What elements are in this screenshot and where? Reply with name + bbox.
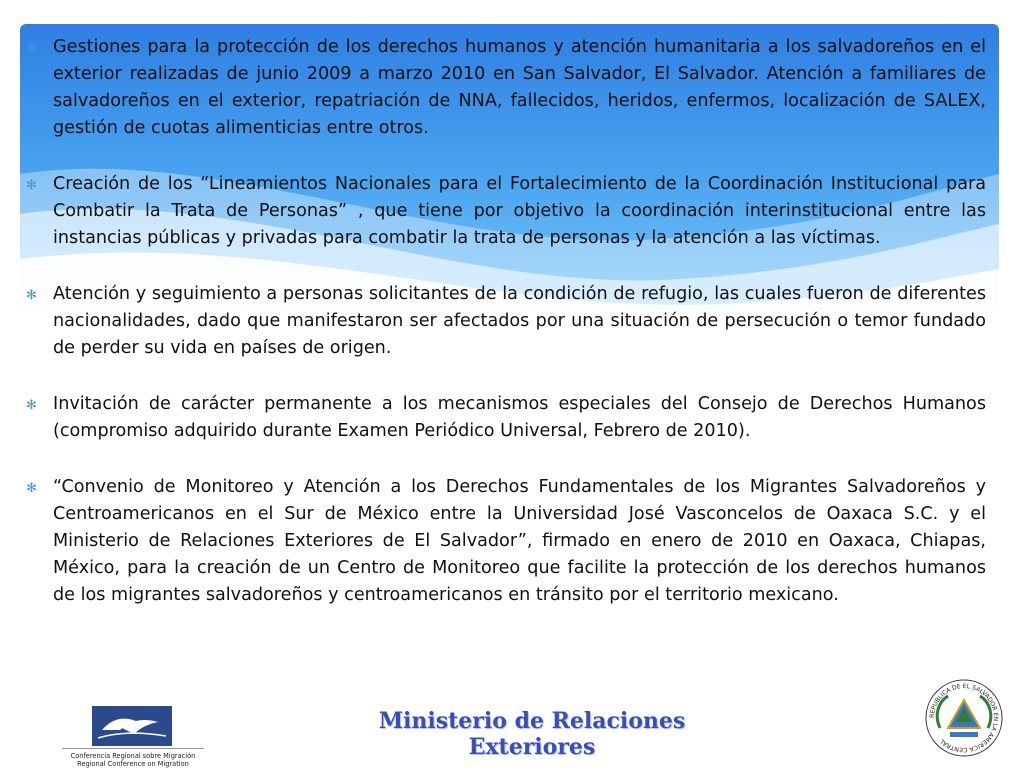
conference-name-en: Regional Conference on Migration <box>77 760 189 768</box>
ministry-title: Ministerio de Relaciones Exteriores <box>378 708 686 760</box>
list-item-text: Atención y seguimiento a personas solicitantes de la condición de refugio, las cuales fueron de diferentes nacionalidades, dado que manifestaron ser afectados por una situación de persecución o temor fundado de perder su vida en países de origen. <box>53 284 986 358</box>
national-seal <box>924 678 1004 758</box>
list-item <box>24 281 986 362</box>
divider <box>62 748 204 749</box>
asterisk-bullet-icon: ✻ <box>26 288 37 303</box>
asterisk-bullet-icon: ✻ <box>26 398 37 413</box>
svg-text:REPUBLICA DE EL SALVADOR EN LA: REPUBLICA DE EL SALVADOR EN LA AMERICA CENTRAL <box>928 682 1000 754</box>
conference-name-es: Conferencia Regional sobre Migración <box>70 752 196 760</box>
coat-of-arms-icon <box>924 678 1004 758</box>
asterisk-bullet-icon: ✻ <box>26 41 37 56</box>
asterisk-bullet-icon: ✻ <box>26 178 37 193</box>
bullet-list <box>24 34 986 609</box>
conference-logo <box>92 706 172 746</box>
asterisk-bullet-icon: ✻ <box>26 481 37 496</box>
list-item <box>24 171 986 252</box>
list-item-text: Invitación de carácter permanente a los mecanismos especiales del Consejo de Derechos Humanos (compromiso adquirido durante Examen Periódico Universal, Febrero de 2010). <box>53 394 986 441</box>
list-item <box>24 34 986 142</box>
list-item <box>24 391 986 445</box>
list-item-text: Creación de los “Lineamientos Nacionales para el Fortalecimiento de la Coordinación Institucional para Combatir la Trata de Personas” , que tiene por objetivo la coordinación interinstitucional entre las instancias públicas y privadas para combatir la trata de personas y la atención a las víctimas. <box>53 174 986 248</box>
conference-logo-block <box>62 706 204 768</box>
dove-icon <box>92 706 172 746</box>
list-item <box>24 474 986 609</box>
list-item-text: Gestiones para la protección de los derechos humanos y atención humanitaria a los salvadoreños en el exterior realizadas de junio 2009 a marzo 2010 en San Salvador, El Salvador. Atención a familiares de salvadoreños en el exterior, repatriación de NNA, fallecidos, heridos, enfermos, localización de SALEX, gestión de cuotas alimenticias entre otros. <box>53 37 986 138</box>
list-item-text: “Convenio de Monitoreo y Atención a los Derechos Fundamentales de los Migrantes Salvadoreños y Centroamericanos en el Sur de México entre la Universidad José Vasconcelos de Oaxaca S.C. y el Ministerio de Relaciones Exteriores de El Salvador”, firmado en enero de 2010 en Oaxaca, Chiapas, México, para la creación de un Centro de Monitoreo que facilite la protección de los derechos humanos de los migrantes salvadoreños y centroamericanos en tránsito por el territorio mexicano. <box>53 477 986 605</box>
